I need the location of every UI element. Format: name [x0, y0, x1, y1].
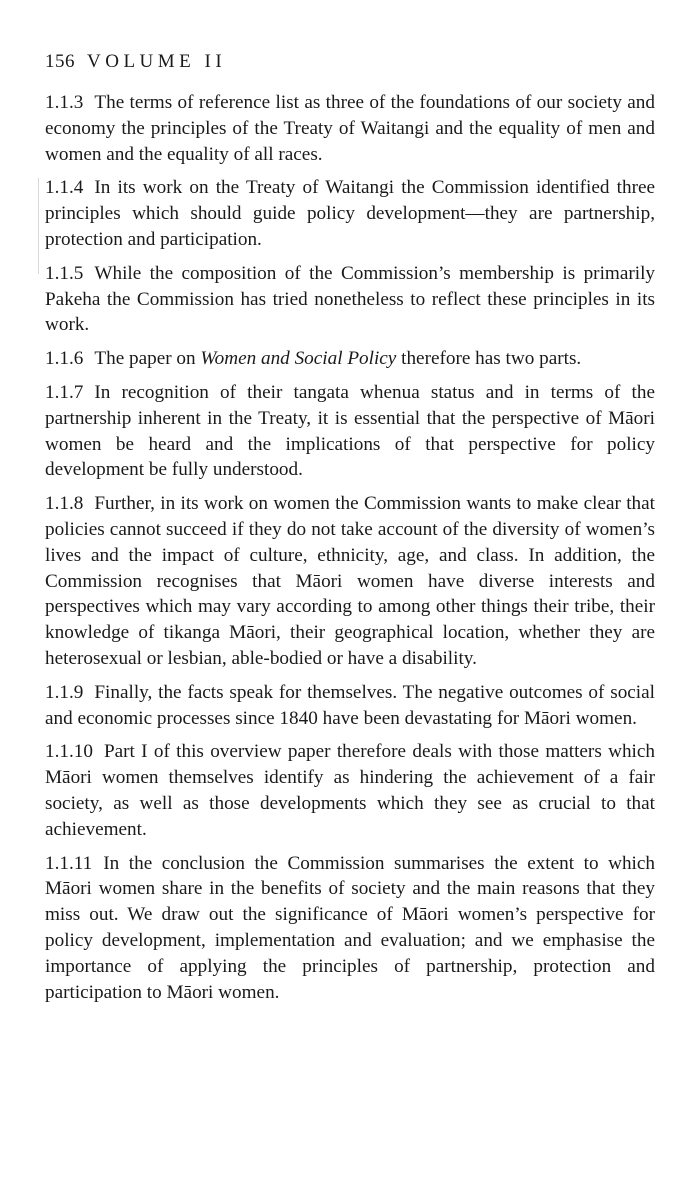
paragraph-1-1-8	[45, 491, 655, 672]
volume-label: VOLUME II	[87, 51, 227, 72]
paragraph-text: The paper on	[94, 348, 201, 370]
paragraph-1-1-5	[45, 261, 655, 338]
paragraph-text: While the composition of the Commission’s membership is primarily Pakeha the Commission has tried nonetheless to reflect these principles in its work.	[45, 262, 655, 336]
paragraph-1-1-9	[45, 680, 655, 732]
paragraph-number: 1.1.11	[45, 852, 93, 874]
paragraph-number: 1.1.7	[45, 381, 84, 403]
paragraph-number: 1.1.4	[45, 177, 84, 199]
paragraph-number: 1.1.10	[45, 741, 93, 763]
paragraph-text: therefore has two parts.	[396, 348, 582, 370]
paragraph-1-1-4	[45, 175, 655, 252]
paragraph-number: 1.1.8	[45, 493, 84, 515]
paragraph-1-1-7	[45, 380, 655, 483]
paragraph-1-1-3	[45, 90, 655, 167]
paragraph-text: In the conclusion the Commission summarises the extent to which Māori women share in the benefits of society and the main reasons that they miss out. We draw out the significance of Māori women’s perspective for policy development, implementation and evaluation; and we emphasise the importance of applying the principles of partnership, protection and participation to Māori women.	[45, 852, 655, 1003]
paragraph-1-1-10	[45, 739, 655, 842]
paragraph-text: The terms of reference list as three of the foundations of our society and economy the principles of the Treaty of Waitangi and the equality of men and women and the equality of all races.	[45, 92, 655, 165]
paragraph-number: 1.1.5	[45, 262, 84, 284]
paragraph-text: Part I of this overview paper therefore deals with those matters which Māori women themselves identify as hindering the achievement of a fair society, as well as those developments which they see as crucial to that achievement.	[45, 741, 655, 840]
paragraph-1-1-6	[45, 346, 655, 372]
margin-mark	[38, 178, 39, 274]
paragraph-text: Further, in its work on women the Commission wants to make clear that policies cannot succeed if they do not take account of the diversity of women’s lives and the impact of culture, ethnicity, age, and class. In addition, the Commission recognises that Māori women have diverse interests and perspectives which may vary according to among other things their tribe, their knowledge of tikanga Māori, their geographical location, whether they are heterosexual or lesbian, able-bodied or have a disability.	[45, 493, 655, 669]
running-head	[45, 50, 226, 74]
paragraph-text: Finally, the facts speak for themselves. The negative outcomes of social and economic processes since 1840 have been devastating for Māori women.	[45, 681, 655, 729]
paragraph-number: 1.1.6	[45, 348, 84, 370]
paragraph-text: In recognition of their tangata whenua status and in terms of the partnership inherent in the Treaty, it is essential that the perspective of Māori women be heard and the implications of that perspective for policy development be fully understood.	[45, 381, 655, 481]
paragraph-text: In its work on the Treaty of Waitangi the Commission identified three principles which should guide policy development—they are partnership, protection and participation.	[45, 177, 655, 250]
paragraph-1-1-11	[45, 851, 655, 1006]
page-number: 156	[45, 51, 75, 72]
body-text	[45, 90, 655, 1013]
publication-title: Women and Social Policy	[200, 348, 397, 370]
paragraph-number: 1.1.9	[45, 681, 84, 703]
paragraph-number: 1.1.3	[45, 92, 84, 113]
